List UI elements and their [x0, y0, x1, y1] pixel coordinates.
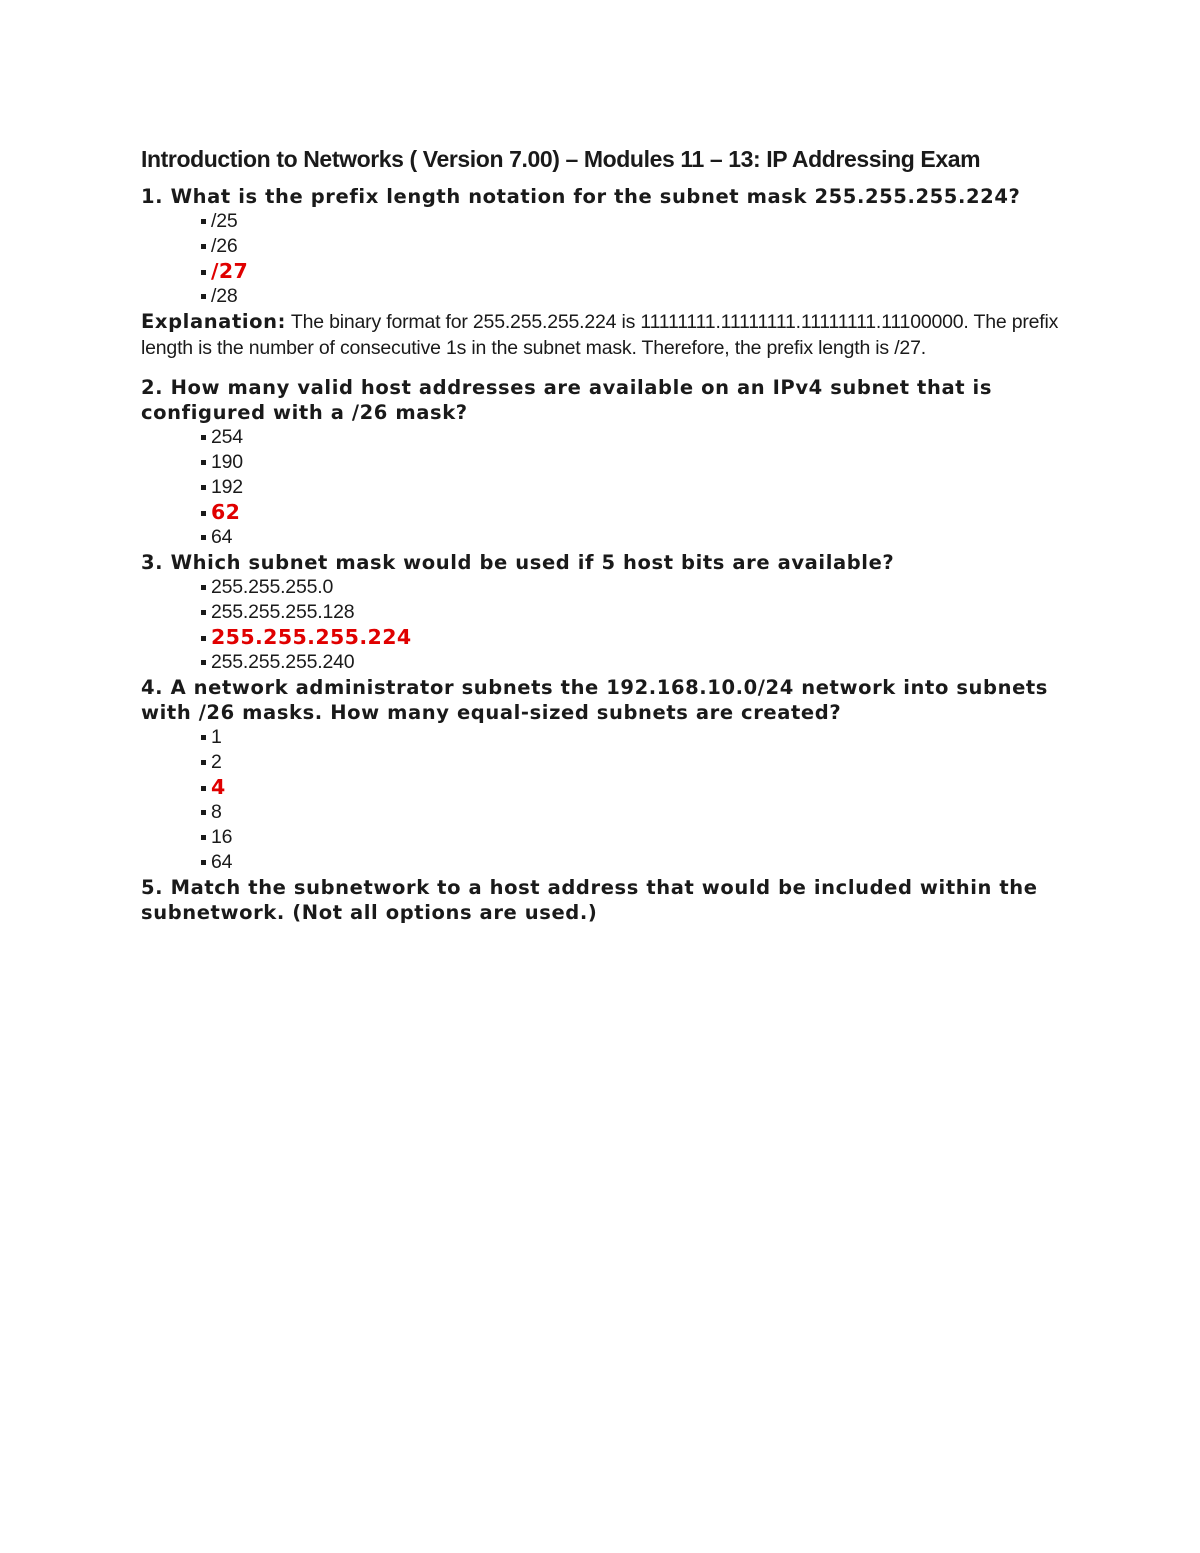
option-label: 190	[211, 451, 243, 473]
option	[201, 725, 1061, 750]
option-label: 8	[211, 801, 222, 823]
explanation-text: The binary format for 255.255.255.224 is 11111111.11111111.11111111.11100000. The prefix length is the number of consecutive 1s in the subnet mask. Therefore, the prefix length is /27.	[141, 311, 1059, 359]
option-label: 192	[211, 476, 243, 498]
bullet-icon	[201, 511, 206, 516]
bullet-icon	[201, 760, 206, 765]
bullet-icon	[201, 810, 206, 815]
option	[201, 209, 1061, 234]
question-5: 5. Match the subnetwork to a host address that would be included within the subnetwork. (Not all options are used.)	[141, 876, 1038, 924]
option-label: 254	[211, 426, 243, 448]
option-label: /26	[211, 235, 238, 257]
bullet-icon	[201, 244, 206, 249]
question-1-options	[141, 209, 1061, 309]
option-label: 255.255.255.224	[211, 625, 412, 649]
bullet-icon	[201, 636, 206, 641]
option	[201, 600, 1061, 625]
bullet-icon	[201, 786, 206, 791]
option	[201, 450, 1061, 475]
option	[201, 475, 1061, 500]
option	[201, 650, 1061, 675]
question-3: 3. Which subnet mask would be used if 5 host bits are available?	[141, 551, 895, 574]
option	[201, 525, 1061, 550]
bullet-icon	[201, 294, 206, 299]
bullet-icon	[201, 835, 206, 840]
bullet-icon	[201, 610, 206, 615]
bullet-icon	[201, 485, 206, 490]
question-4-options	[141, 725, 1061, 875]
option-label: 255.255.255.128	[211, 601, 355, 623]
bullet-icon	[201, 860, 206, 865]
question-1: 1. What is the prefix length notation for the subnet mask 255.255.255.224?	[141, 185, 1021, 208]
option-label: /25	[211, 210, 238, 232]
exam-document	[141, 140, 1061, 925]
option	[201, 825, 1061, 850]
option	[201, 575, 1061, 600]
question-2-options	[141, 425, 1061, 550]
bullet-icon	[201, 535, 206, 540]
bullet-icon	[201, 270, 206, 275]
correct-option	[201, 625, 1061, 650]
option-label: 16	[211, 826, 233, 848]
bullet-icon	[201, 585, 206, 590]
option-label: 1	[211, 726, 222, 748]
bullet-icon	[201, 435, 206, 440]
option-label: 64	[211, 851, 233, 873]
bullet-icon	[201, 660, 206, 665]
bullet-icon	[201, 219, 206, 224]
question-3-options	[141, 575, 1061, 675]
option-label: 64	[211, 526, 233, 548]
option	[201, 425, 1061, 450]
bullet-icon	[201, 735, 206, 740]
correct-option	[201, 500, 1061, 525]
option-label: 62	[211, 500, 241, 524]
option-label: 255.255.255.0	[211, 576, 334, 598]
question-1-explanation	[141, 309, 1061, 361]
option-label: /28	[211, 285, 238, 307]
question-4: 4. A network administrator subnets the 192.168.10.0/24 network into subnets with /26 masks. How many equal-sized subnets are created?	[141, 676, 1049, 724]
option	[201, 750, 1061, 775]
bullet-icon	[201, 460, 206, 465]
option	[201, 850, 1061, 875]
option-label: 4	[211, 775, 226, 799]
question-2: 2. How many valid host addresses are available on an IPv4 subnet that is configured with a /26 mask?	[141, 376, 993, 424]
option	[201, 284, 1061, 309]
correct-option	[201, 775, 1061, 800]
correct-option	[201, 259, 1061, 284]
option	[201, 800, 1061, 825]
option	[201, 234, 1061, 259]
option-label: 2	[211, 751, 222, 773]
document-title: Introduction to Networks ( Version 7.00) – Modules 11 – 13: IP Addressing Exam	[141, 146, 981, 172]
option-label: /27	[211, 259, 249, 283]
option-label: 255.255.255.240	[211, 651, 355, 673]
explanation-label: Explanation:	[141, 310, 287, 333]
